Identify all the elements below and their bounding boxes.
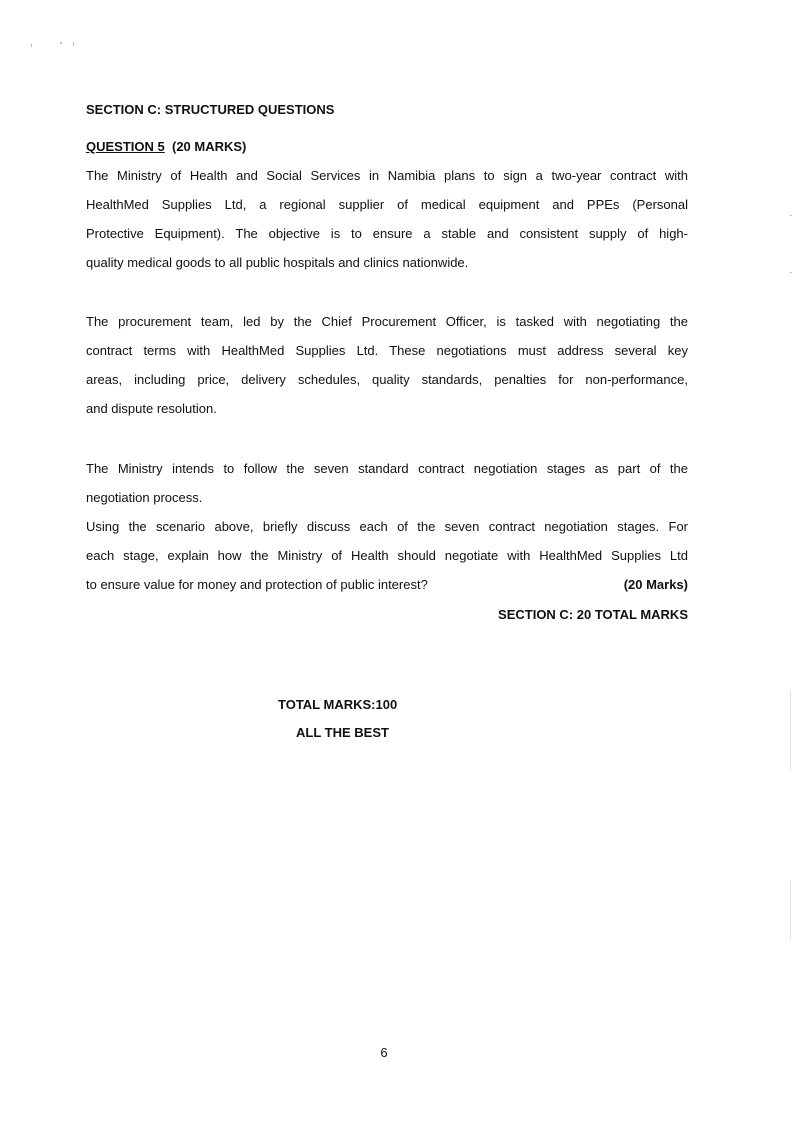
text-line: Protective Equipment). The objective is to ensure a stable and consistent supply of high-	[86, 226, 688, 241]
text-line: quality medical goods to all public hospitals and clinics nationwide.	[86, 255, 469, 270]
section-total: SECTION C: 20 TOTAL MARKS	[498, 607, 688, 622]
text-line: The procurement team, led by the Chief Procurement Officer, is tasked with negotiating the	[86, 314, 688, 329]
page-number: 6	[380, 1045, 388, 1060]
text-line: areas, including price, delivery schedules, quality standards, penalties for non-performance,	[86, 372, 688, 387]
text-line: contract terms with HealthMed Supplies Ltd. These negotiations must address several key	[86, 343, 688, 358]
text-line: The Ministry of Health and Social Services in Namibia plans to sign a two-year contract with	[86, 168, 688, 183]
scan-speck	[790, 272, 792, 273]
scan-edge	[790, 690, 791, 770]
question-heading	[86, 137, 688, 157]
scan-speck	[31, 44, 32, 47]
text-line: negotiation process.	[86, 490, 203, 505]
text-line: to ensure value for money and protection of public interest?	[86, 577, 428, 592]
text-line: Using the scenario above, briefly discuss each of the seven contract negotiation stages. For	[86, 519, 688, 534]
total-marks: TOTAL MARKS:100	[278, 697, 398, 712]
text-line: The Ministry intends to follow the seven standard contract negotiation stages as part of the	[86, 461, 688, 476]
question-marks: (20 MARKS)	[171, 139, 247, 154]
scan-speck	[60, 42, 62, 44]
question-label: QUESTION 5	[86, 139, 165, 154]
question-marks-right: (20 Marks)	[623, 577, 688, 592]
scan-edge	[790, 880, 791, 940]
section-heading: SECTION C: STRUCTURED QUESTIONS	[86, 102, 335, 117]
text-line: HealthMed Supplies Ltd, a regional supplier of medical equipment and PPEs (Personal	[86, 197, 688, 212]
text-line: each stage, explain how the Ministry of Health should negotiate with HealthMed Supplies Ltd	[86, 548, 688, 563]
scan-speck	[790, 215, 792, 216]
text-line: and dispute resolution.	[86, 401, 217, 416]
closing-message: ALL THE BEST	[296, 725, 389, 740]
scan-speck	[73, 42, 74, 46]
